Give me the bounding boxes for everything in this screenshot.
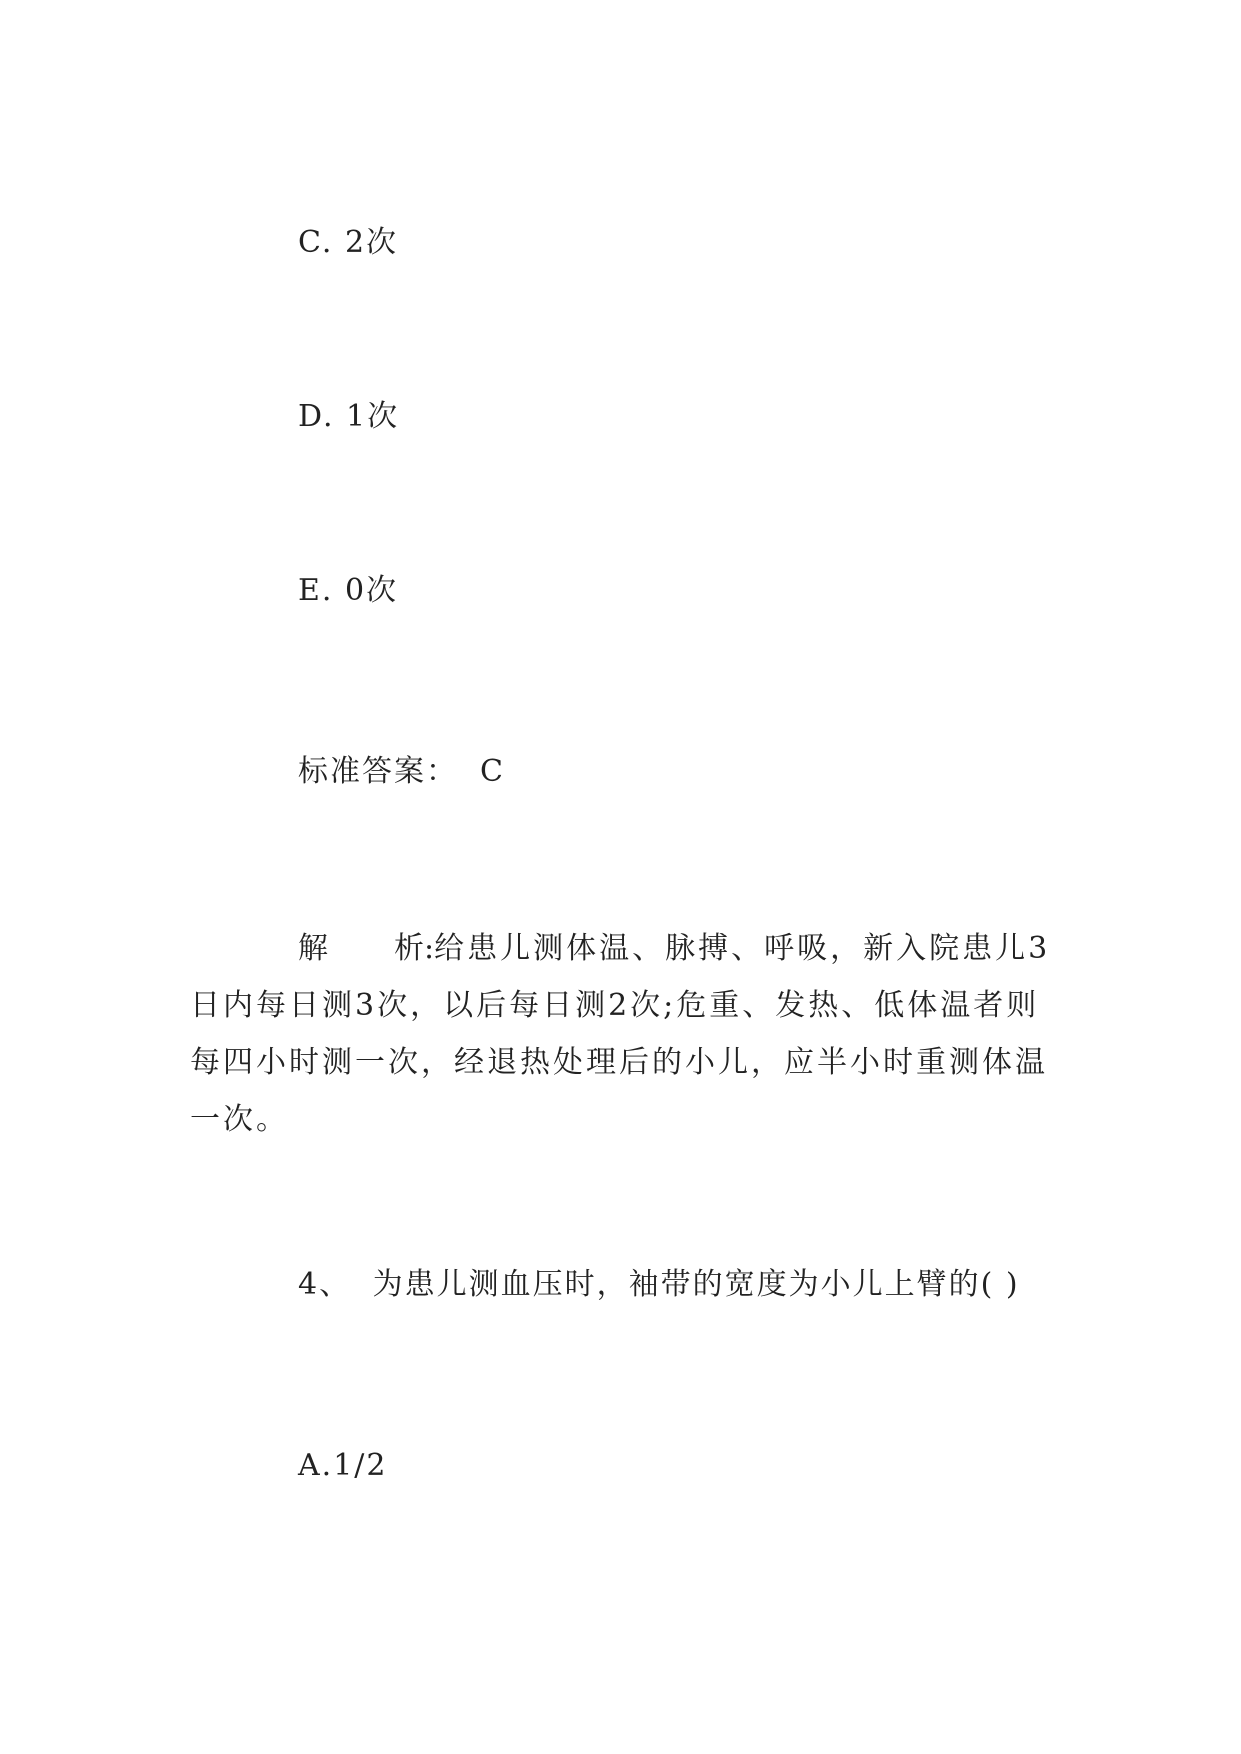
answer-label: 标准答案： — [298, 754, 458, 789]
analysis-paragraph — [190, 920, 1052, 1148]
option-a: A.1/2 — [298, 1448, 388, 1483]
analysis-text: 给患儿测体温、脉搏、呼吸，新入院患儿3日内每日测3次，以后每日测2次;危重、发热、低体温者则每四小时测一次，经退热处理后的小儿，应半小时重测体温一次。 — [190, 931, 1051, 1137]
option-d: D. 1次 — [298, 399, 400, 434]
option-c: C. 2次 — [298, 225, 399, 260]
analysis-label — [298, 931, 434, 966]
option-e: E. 0次 — [298, 573, 399, 608]
analysis-label-a: 解 — [298, 931, 328, 966]
analysis-label-b: 析: — [394, 931, 435, 966]
question-text: 为患儿测血压时，袖带的宽度为小儿上臂的( ) — [372, 1267, 1020, 1302]
answer-value: C — [480, 754, 505, 789]
question-number: 4、 — [298, 1267, 352, 1302]
question-4 — [298, 1265, 1020, 1305]
standard-answer — [298, 752, 505, 792]
